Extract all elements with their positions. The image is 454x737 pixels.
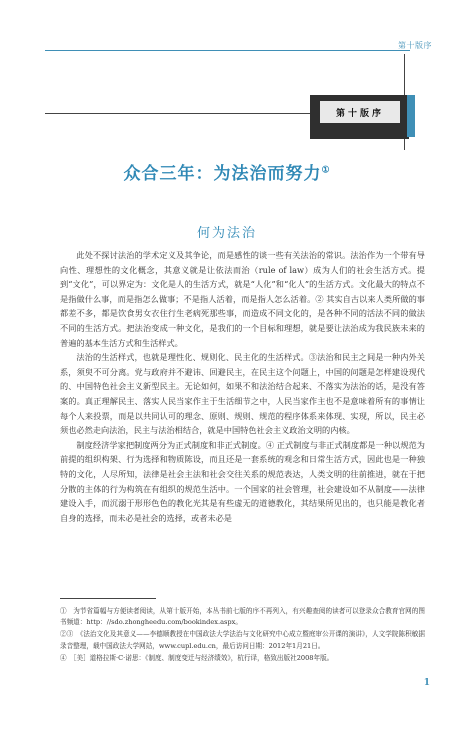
- footnote-rule: [60, 598, 156, 599]
- footnote: ②③ 《法治文化及其意义——李德顺教授在中国政法大学法治与文化研究中心成立暨庭审公开课的演讲》，人文学院陈积敏据录音整理，载中国政法大学网站，www.cupl.edu.cn，最后访问日期：2012年1月21日。: [60, 630, 425, 650]
- ornament-horizontal-line: [45, 113, 318, 114]
- chapter-note-mark: ①: [321, 165, 331, 176]
- paragraph: 制度经济学家把制度两分为正式制度和非正式制度。④ 正式制度与非正式制度都是一种以规范为前提的组织构架、行为选择和物质陈设，而且还是一套系统的观念和日常生活方式，因此也是一种独特的文化，人尽所知，法律是社会主法和社会交往关系的规范表达，人类文明的往前推进，就在于把分散的主体的行为构筑在有组织的规范生活中。一个国家的社会管理，社会建设如不从制度——法律建设入手，而沉溺于形形色色的教化光其是有些虚无的道德教化，其结果所见出的，也只能是教化者自身的选择，而未必是社会的选择，或者未必是: [60, 439, 425, 523]
- ornament-label: 第十版序: [320, 101, 400, 123]
- page-number: 1: [423, 678, 430, 688]
- ornament-accent-bar: [407, 95, 415, 137]
- chapter-title: [0, 159, 454, 184]
- footnote: ④ ［美］道格拉斯·C·诺思：《制度、制度变迁与经济绩效》，杭行译，格致出版社2008年版。: [60, 653, 334, 662]
- paragraph: 此处不探讨法治的学术定义及其争论，而是感性的谈一些有关法治的常识。法治作为一个带有导向性、理想性的文化概念，其意义就是让依法而治（rule of law）成为人们的社会生活方式。提到“文化”，可以界定为：文化是人的生活方式，就是“人化”和“化人”的生活方式。文化最大的特点不是指做什么事，而是指怎么做事；不是指人活着，而是指人怎么活着。② 其实自古以来人类所做的事都差不多，都是饮食男女衣住行生老病死那些事，而造成不同文化的，是各种不同的活法不同的做法不同的生活方式。把法治变成一种文化，是我们的一个目标和理想，就是要让法治成为我民族未来的普遍的基本生活方式和生活样式。: [60, 250, 425, 348]
- author-heading: 何为法治: [196, 226, 257, 241]
- header-rule: [45, 50, 410, 51]
- body-text: [60, 248, 425, 525]
- footnote: ① 为节省篇幅与方便读者阅读，从第十版开始，本丛书前七版的序不再列入，有兴趣查阅的读者可以登录众合教育官网的图书频道：http：//sdo.zhongheedu.com/bookindex.aspx。: [60, 607, 425, 627]
- chapter-title-text: 众合三年：为法治而努力: [123, 164, 322, 184]
- footnotes: [60, 606, 425, 665]
- paragraph: 法治的生活样式，也就是理性化、规则化、民主化的生活样式。③法治和民主之间是一种内外关系，须臾不可分离。党与政府并不避讳、回避民主，在民主这个问题上，中国的问题是怎样建设现代的、中国特色社会主义新型民主。无论如何，如果不和法治结合起来、不落实为法治的话，是没有答案的。真正理解民主、落实人民当家作主于生活细节之中，人民当家作主也不是意味着所有的事情让每个人来投票，而是以共同认可的理念、原则、规则、规范的程序体系来体现、实现，所以，民主必须也必然走向法治，民主与法治相结合，就是中国特色社会主义政治文明的内核。: [60, 352, 425, 436]
- header-section-label: 第十版序: [398, 41, 432, 50]
